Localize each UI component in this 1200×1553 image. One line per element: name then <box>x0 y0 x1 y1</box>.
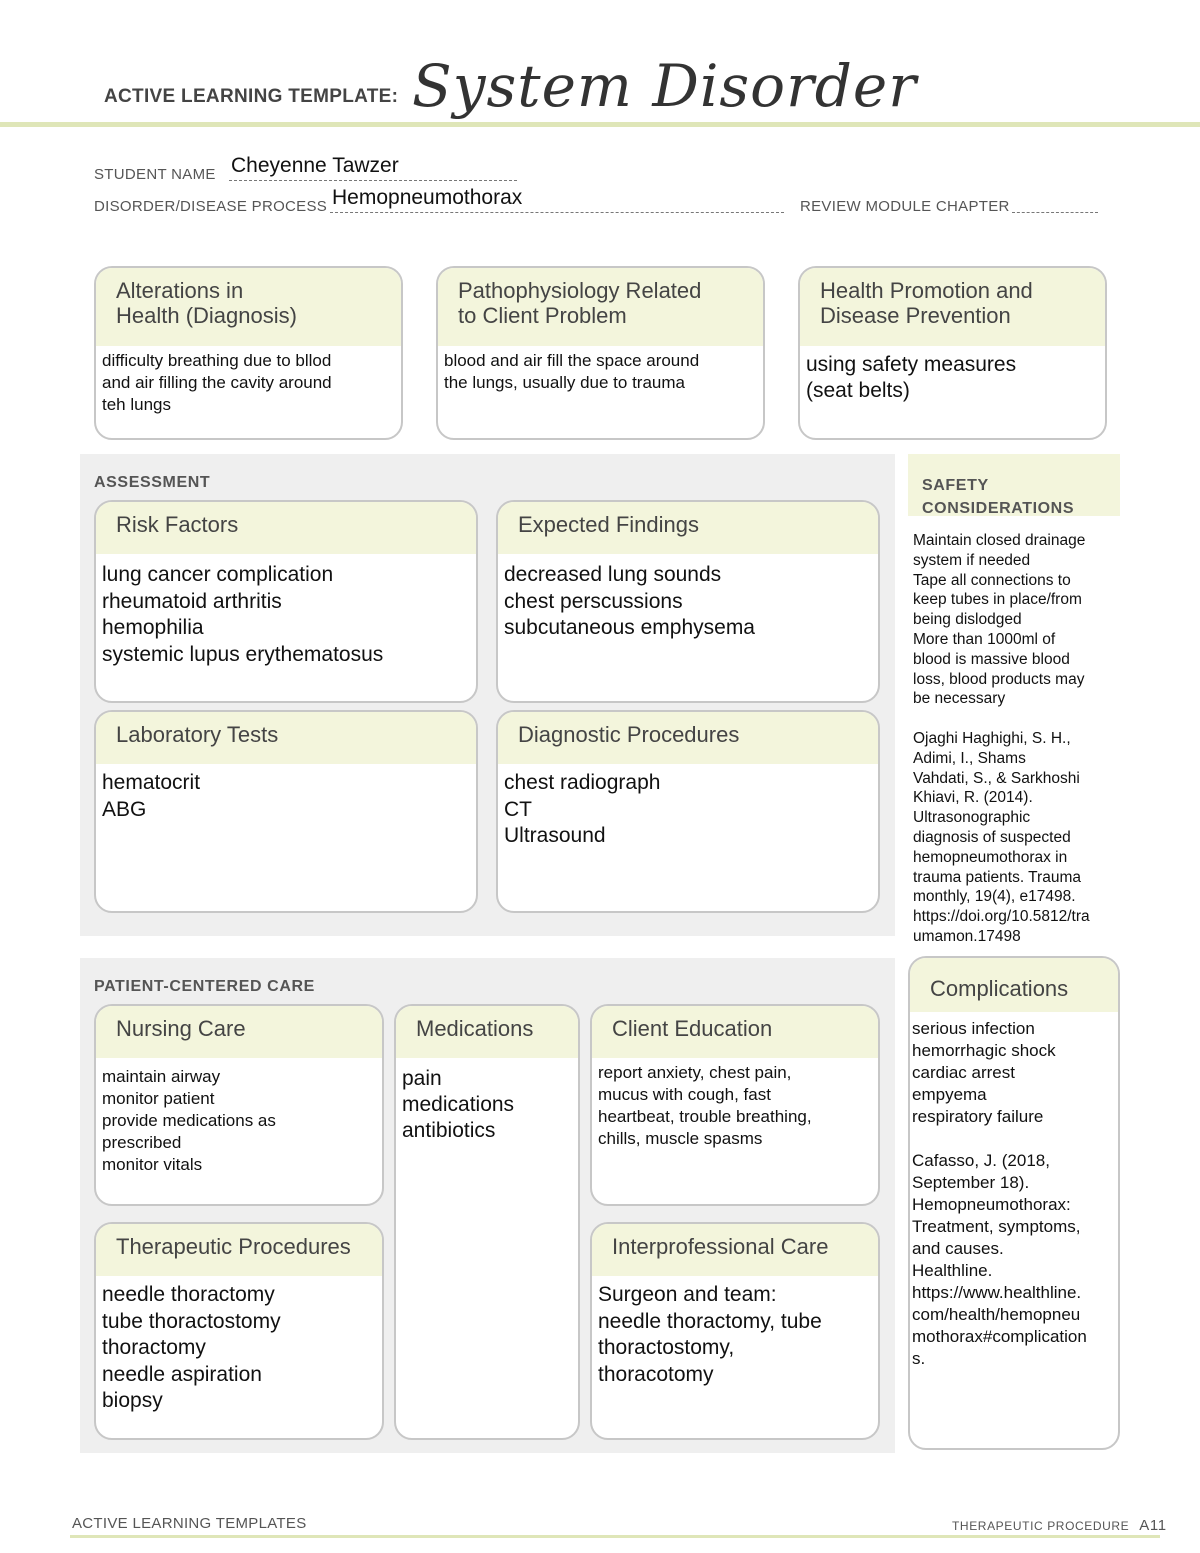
chapter-label: REVIEW MODULE CHAPTER <box>800 198 1010 215</box>
student-name-label: STUDENT NAME <box>94 166 216 183</box>
complications-box <box>908 956 1120 1450</box>
template-label: ACTIVE LEARNING TEMPLATE: <box>104 86 399 107</box>
risk-factors-body[interactable]: lung cancer complication rheumatoid arthritis hemophilia systemic lupus erythematosus <box>102 563 384 666</box>
diagnostic-procedures-body[interactable]: chest radiograph CT Ultrasound <box>504 771 661 847</box>
assessment-title: ASSESSMENT <box>94 474 211 491</box>
complications-body[interactable]: serious infection hemorrhagic shock cardiac arrest empyema respiratory failure Cafasso, J. (2018, September 18). Hemopneumothorax: Treatment, symptoms, and causes. Healthline. https://www.healthline. com/health/hemopneu mothorax#complication s. <box>912 1019 1087 1368</box>
header-divider <box>0 122 1200 127</box>
footer-divider <box>70 1535 1160 1538</box>
alterations-title: Alterations in Health (Diagnosis) <box>96 268 401 346</box>
therapeutic-procedures-box <box>94 1222 384 1440</box>
template-name: System Disorder <box>412 52 917 120</box>
pathophysiology-body[interactable]: blood and air fill the space around the lungs, usually due to trauma <box>444 351 700 392</box>
nursing-care-body[interactable]: maintain airway monitor patient provide medications as prescribed monitor vitals <box>102 1067 276 1174</box>
footer-right <box>952 1517 1167 1534</box>
medications-body[interactable]: pain medications antibiotics <box>402 1067 515 1142</box>
patient-care-title: PATIENT-CENTERED CARE <box>94 978 315 995</box>
client-education-box <box>590 1004 880 1206</box>
health-promotion-box <box>798 266 1107 440</box>
disorder-label: DISORDER/DISEASE PROCESS <box>94 198 328 215</box>
interprofessional-care-title: Interprofessional Care <box>592 1224 878 1276</box>
laboratory-tests-body[interactable]: hematocrit ABG <box>102 771 201 821</box>
footer-right-label: THERAPEUTIC PROCEDURE <box>952 1519 1130 1533</box>
health-promotion-body[interactable]: using safety measures (seat belts) <box>806 353 1017 402</box>
medications-title: Medications <box>396 1006 578 1058</box>
pathophysiology-box <box>436 266 765 440</box>
diagnostic-procedures-title: Diagnostic Procedures <box>498 712 878 764</box>
client-education-body[interactable]: report anxiety, chest pain, mucus with cough, fast heartbeat, trouble breathing, chills, muscle spasms <box>598 1063 812 1148</box>
nursing-care-title: Nursing Care <box>96 1006 382 1058</box>
alterations-body[interactable]: difficulty breathing due to bllod and air filling the cavity around teh lungs <box>102 351 332 414</box>
risk-factors-box <box>94 500 478 703</box>
alterations-box <box>94 266 403 440</box>
student-name-value: Cheyenne Tawzer <box>231 154 399 177</box>
therapeutic-procedures-body[interactable]: needle thoractomy tube thoractostomy thoractomy needle aspiration biopsy <box>102 1283 281 1412</box>
disorder-field[interactable] <box>330 188 784 213</box>
safety-title: SAFETY CONSIDERATIONS <box>922 477 1075 517</box>
laboratory-tests-title: Laboratory Tests <box>96 712 476 764</box>
risk-factors-title: Risk Factors <box>96 502 476 554</box>
disorder-value: Hemopneumothorax <box>332 186 523 209</box>
laboratory-tests-box <box>94 710 478 913</box>
expected-findings-title: Expected Findings <box>498 502 878 554</box>
medications-box <box>394 1004 580 1440</box>
expected-findings-body[interactable]: decreased lung sounds chest perscussions subcutaneous emphysema <box>504 563 755 639</box>
footer-left: ACTIVE LEARNING TEMPLATES <box>72 1515 307 1532</box>
interprofessional-care-body[interactable]: Surgeon and team: needle thoractomy, tube thoractostomy, thoracotomy <box>598 1283 822 1386</box>
chapter-field[interactable] <box>1012 188 1098 213</box>
student-name-field[interactable] <box>229 156 517 181</box>
nursing-care-box <box>94 1004 384 1206</box>
safety-body[interactable]: Maintain closed drainage system if needed Tape all connections to keep tubes in place/from being dislodged More than 1000ml of blood is massive blood loss, blood products may be necessary Ojaghi Haghighi, S. H., Adimi, I., Shams Vahdati, S., & Sarkhoshi Khiavi, R. (2014). Ultrasonographic diagnosis of suspected hemopneumothorax in trauma patients. Trauma monthly, 19(4), e17498. https://doi.org/10.5812/tra umamon.17498 <box>913 532 1090 945</box>
client-education-title: Client Education <box>592 1006 878 1058</box>
therapeutic-procedures-title: Therapeutic Procedures <box>96 1224 382 1276</box>
expected-findings-box <box>496 500 880 703</box>
interprofessional-care-box <box>590 1222 880 1440</box>
footer-page-number: A11 <box>1139 1517 1167 1534</box>
complications-title: Complications <box>910 958 1118 1012</box>
diagnostic-procedures-box <box>496 710 880 913</box>
health-promotion-title: Health Promotion and Disease Prevention <box>800 268 1105 346</box>
pathophysiology-title: Pathophysiology Related to Client Problem <box>438 268 763 346</box>
